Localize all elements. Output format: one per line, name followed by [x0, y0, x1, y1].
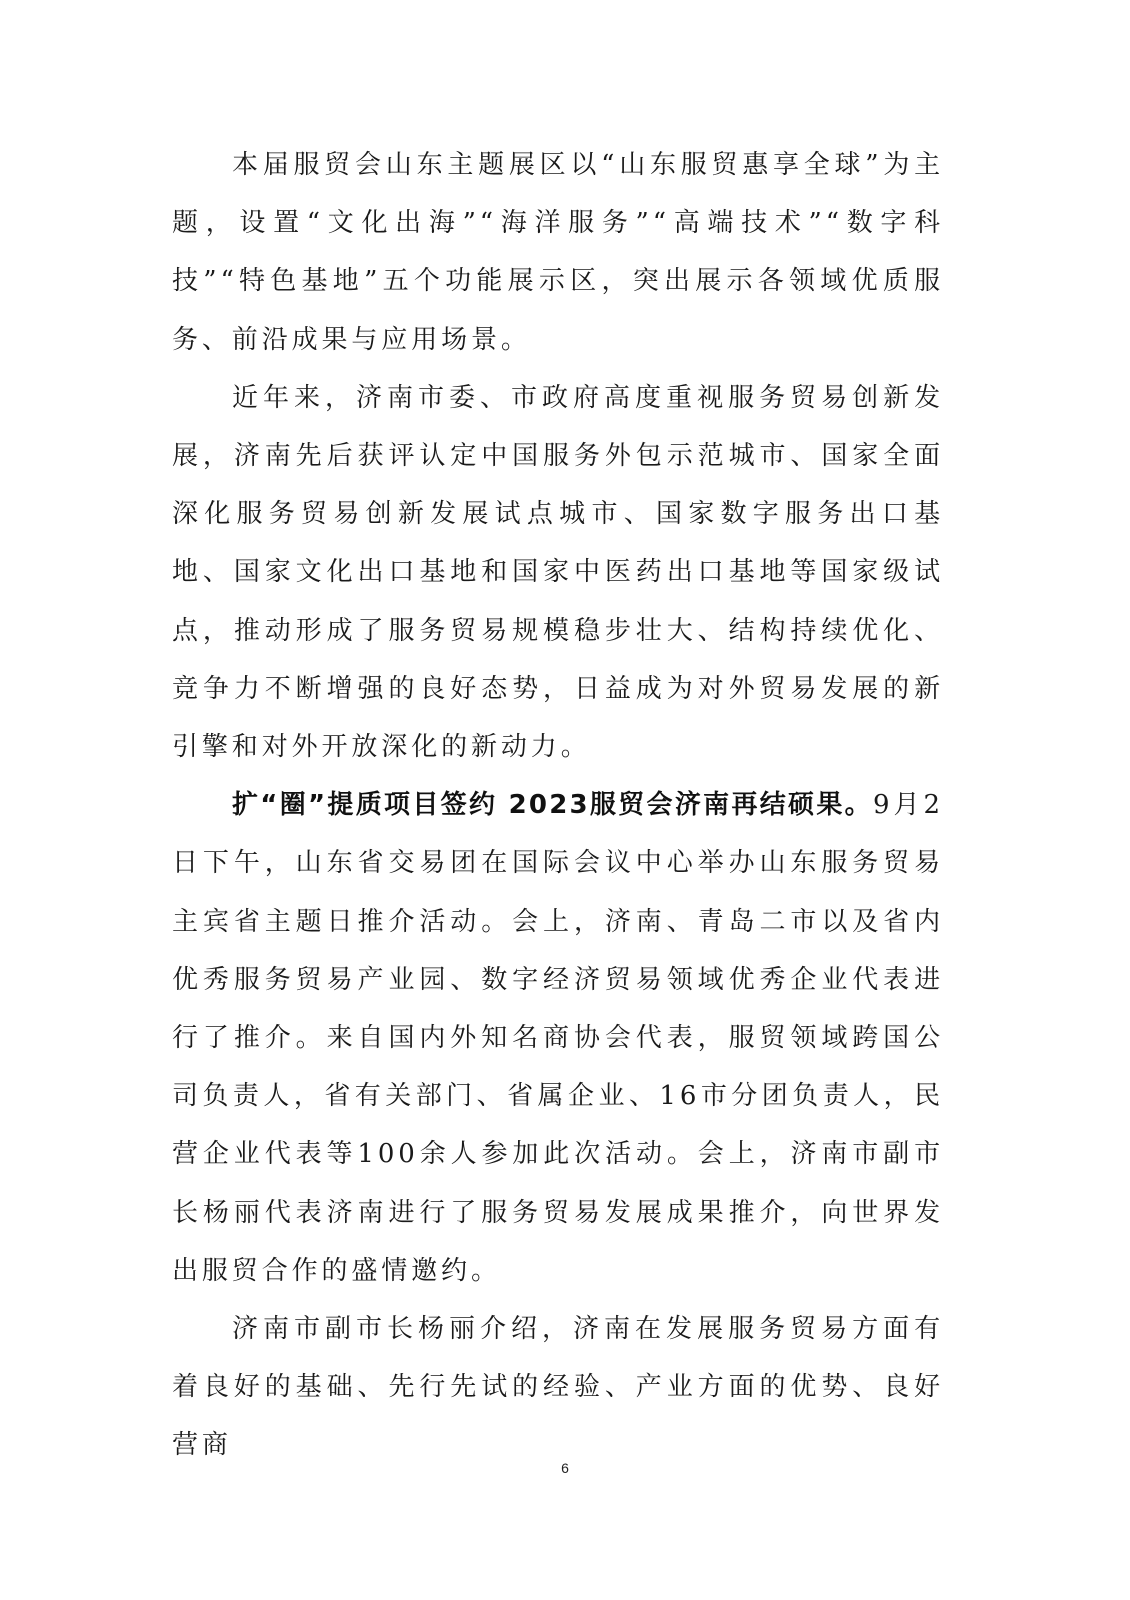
paragraph-text: 本届服贸会山东主题展区以“山东服贸惠享全球”为主题，设置“文化出海”“海洋服务”“高端技术”“数字科技”“特色基地”五个功能展示区，突出展示各领域优质服务、前沿成果与应用场景。: [172, 150, 944, 355]
paragraph-recent-years: [172, 369, 944, 776]
paragraph-vice-mayor: [172, 1300, 944, 1475]
paragraph-text: 9月2日下午，山东省交易团在国际会议中心举办山东服务贸易主宾省主题日推介活动。会上，济南、青岛二市以及省内优秀服务贸易产业园、数字经济贸易领域优秀企业代表进行了推介。来自国内外知名商协会代表，服贸领域跨国公司负责人，省有关部门、省属企业、16市分团负责人，民营企业代表等100余人参加此次活动。会上，济南市副市长杨丽代表济南进行了服务贸易发展成果推介，向世界发出服贸合作的盛情邀约。: [172, 790, 944, 1286]
body-text: [172, 136, 944, 1475]
paragraph-project-signing: [172, 776, 944, 1300]
paragraph-exhibition-zone: [172, 136, 944, 369]
paragraph-text: 济南市副市长杨丽介绍，济南在发展服务贸易方面有着良好的基础、先行先试的经验、产业方面的优势、良好营商: [172, 1314, 944, 1461]
paragraph-lead-bold: 扩“圈”提质项目签约 2023服贸会济南再结硕果。: [232, 790, 873, 821]
page-number: 6: [561, 1460, 569, 1476]
paragraph-text: 近年来，济南市委、市政府高度重视服务贸易创新发展，济南先后获评认定中国服务外包示范城市、国家全面深化服务贸易创新发展试点城市、国家数字服务出口基地、国家文化出口基地和国家中医药出口基地等国家级试点，推动形成了服务贸易规模稳步壮大、结构持续优化、竞争力不断增强的良好态势，日益成为对外贸易发展的新引擎和对外开放深化的新动力。: [172, 382, 944, 763]
